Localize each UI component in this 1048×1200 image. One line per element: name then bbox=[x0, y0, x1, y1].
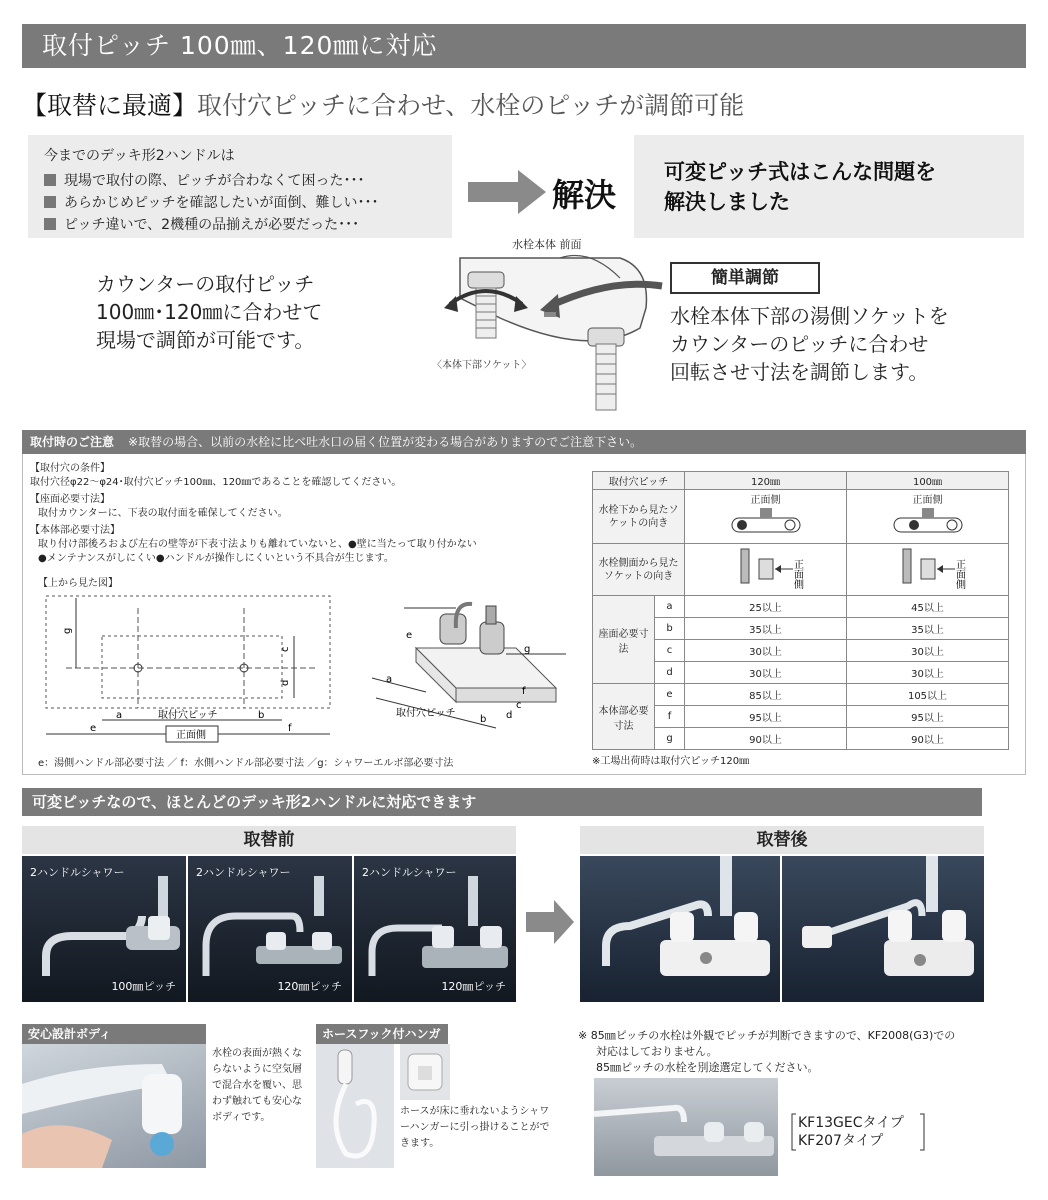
dim-b-label: b bbox=[258, 710, 265, 721]
value-120: 25以上 bbox=[685, 596, 847, 618]
socket-side-100 bbox=[847, 544, 1009, 596]
dim-g-label: g bbox=[62, 627, 73, 634]
photo-pitch: 120㎜ピッチ bbox=[441, 980, 506, 993]
kf-faucet-photo bbox=[594, 1078, 778, 1176]
socket-side-120-icon bbox=[711, 545, 821, 591]
problem-item bbox=[44, 191, 436, 213]
note85-line: 85㎜ピッチの水栓を別途選定してください。 bbox=[596, 1061, 819, 1074]
row-key: a bbox=[655, 596, 685, 618]
problem-box bbox=[28, 135, 452, 238]
photo-label: 2ハンドルシャワー bbox=[362, 866, 457, 879]
top-banner bbox=[22, 24, 1026, 68]
photo-pitch: 100㎜ピッチ bbox=[111, 980, 176, 993]
shower-hose-photo bbox=[316, 1044, 394, 1168]
iso-a-label: a bbox=[386, 674, 393, 685]
value-120: 90以上 bbox=[685, 728, 847, 750]
right-arrow-icon bbox=[468, 170, 546, 214]
seat-group-label: 座面必要寸法 bbox=[593, 596, 655, 684]
hanger-header: ホースフック付ハンガ bbox=[316, 1024, 448, 1044]
headline-highlight: 【取替に最適】 bbox=[22, 91, 198, 120]
kaiketsu-label: 解決 bbox=[552, 176, 617, 214]
headline bbox=[22, 86, 744, 122]
easy-adjust-text bbox=[670, 302, 949, 386]
safe-body-header: 安心設計ボディ bbox=[22, 1024, 206, 1044]
notes-header bbox=[22, 430, 1026, 454]
body-head: 【本体部必要寸法】 bbox=[30, 525, 120, 536]
before-photo-1 bbox=[22, 856, 186, 1002]
pitch-label: 取付穴ピッチ bbox=[158, 710, 218, 721]
row-key: d bbox=[655, 662, 685, 684]
easy-line: カウンターのピッチに合わせ bbox=[670, 332, 929, 356]
counter-line: 100㎜･120㎜に合わせて bbox=[96, 300, 323, 324]
front-vertical-text: 正面側 bbox=[953, 559, 964, 589]
square-bullet-icon bbox=[44, 218, 56, 230]
faucet-photo-2 bbox=[196, 876, 346, 986]
row-key: c bbox=[655, 640, 685, 662]
hook-icon bbox=[400, 1044, 450, 1100]
value-100: 30以上 bbox=[847, 640, 1009, 662]
top-view-label: 【上から見た図】 bbox=[38, 578, 118, 589]
square-bullet-icon bbox=[44, 174, 56, 186]
row-key: b bbox=[655, 618, 685, 640]
hanger-text: ホースが床に垂れないようシャワーハンガーに引っ掛けることができます。 bbox=[400, 1106, 550, 1149]
faucet-after-2 bbox=[788, 856, 978, 996]
value-120: 30以上 bbox=[685, 640, 847, 662]
safe-body-photo bbox=[22, 1044, 206, 1168]
front-label: 水栓本体 前面 bbox=[512, 238, 582, 251]
solution-box bbox=[634, 135, 1024, 238]
square-bullet-icon bbox=[44, 196, 56, 208]
type-line: KF13GECタイプ bbox=[798, 1115, 904, 1131]
iso-f-label: f bbox=[522, 686, 526, 697]
counter-line: カウンターの取付ピッチ bbox=[96, 272, 315, 296]
iso-pitch-label: 取付穴ピッチ bbox=[396, 708, 456, 719]
body-text: ●メンテナンスがしにくい●ハンドルが操作しにくいという不具合が生じます。 bbox=[38, 553, 394, 564]
socket-side-120 bbox=[685, 544, 847, 596]
hanger-photo-2 bbox=[400, 1044, 450, 1100]
dim-e-label: e bbox=[90, 723, 97, 734]
bracket-frame bbox=[790, 1112, 926, 1152]
row-key: f bbox=[655, 706, 685, 728]
iso-c-label: c bbox=[516, 700, 522, 711]
front-side-text: 正面側 bbox=[750, 494, 781, 506]
problem-item-text: ピッチ違いで、2機種の品揃えが必要だった･･･ bbox=[64, 217, 360, 233]
problem-item bbox=[44, 169, 436, 191]
problem-item bbox=[44, 213, 436, 235]
row-label-side: 水栓側面から見たソケットの向き bbox=[593, 544, 685, 596]
faucet-photo-1 bbox=[32, 876, 182, 986]
photo-label: 2ハンドルシャワー bbox=[196, 866, 291, 879]
factory-note: ※工場出荷時は取付穴ピッチ120㎜ bbox=[592, 756, 750, 767]
iso-g-label: g bbox=[524, 644, 531, 655]
photo-pitch: 120㎜ピッチ bbox=[277, 980, 342, 993]
before-header: 取替前 bbox=[22, 826, 516, 854]
faucet-photo-3 bbox=[362, 876, 512, 986]
value-100: 30以上 bbox=[847, 662, 1009, 684]
hand-on-faucet-photo bbox=[22, 1044, 206, 1168]
safe-body-text: 水栓の表面が熱くならないように空気層で混合水を覆い、思わず触れても安心なボディです。 bbox=[212, 1048, 302, 1123]
after-photo-1 bbox=[580, 856, 780, 1002]
front-side-label: 正面側 bbox=[176, 730, 206, 741]
notes-body bbox=[30, 462, 570, 566]
after-photo-2 bbox=[782, 856, 984, 1002]
dim-c-label: c bbox=[280, 646, 291, 652]
socket-below-100-icon bbox=[888, 506, 968, 540]
hanger-photo-1 bbox=[316, 1044, 394, 1168]
seat-text: 取付カウンターに、下表の取付面を確保してください。 bbox=[38, 508, 288, 519]
after-header: 取替後 bbox=[580, 826, 984, 854]
table-header-100: 100㎜ bbox=[847, 472, 1009, 490]
legend-note: e：湯側ハンドル部必要寸法 ／ f：水側ハンドル部必要寸法 ／g：シャワーエルボ部必要寸法 bbox=[38, 758, 454, 769]
type-box bbox=[790, 1112, 912, 1152]
note-85 bbox=[578, 1028, 1018, 1076]
cond-head: 【取付穴の条件】 bbox=[30, 463, 110, 474]
row-key: g bbox=[655, 728, 685, 750]
note85-line: ※ 85㎜ピッチの水栓は外観でピッチが判断できますので、KF2008(G3)での bbox=[578, 1029, 956, 1042]
value-100: 105以上 bbox=[847, 684, 1009, 706]
easy-line: 水栓本体下部の湯側ソケットを bbox=[670, 304, 949, 328]
type-line: KF207タイプ bbox=[798, 1133, 884, 1149]
iso-e-label: e bbox=[406, 630, 413, 641]
spec-table bbox=[592, 471, 1009, 750]
notes-title: 取付時のご注意 bbox=[30, 435, 115, 449]
right-arrow-icon bbox=[526, 900, 574, 944]
front-vertical-text: 正面側 bbox=[791, 559, 802, 589]
dim-d-label: d bbox=[280, 679, 291, 686]
value-100: 35以上 bbox=[847, 618, 1009, 640]
note85-line: 対応はしておりません。 bbox=[596, 1045, 718, 1058]
before-photo-3 bbox=[354, 856, 516, 1002]
body-group-label: 本体部必要寸法 bbox=[593, 684, 655, 750]
faucet-after-1 bbox=[590, 856, 776, 996]
counter-text bbox=[96, 270, 322, 354]
dim-a-label: a bbox=[116, 710, 123, 721]
banner-title: 取付ピッチ 100㎜、120㎜に対応 bbox=[42, 31, 438, 60]
socket-side-100-icon bbox=[873, 545, 983, 591]
socket-below-120 bbox=[685, 490, 847, 544]
problem-item-text: 現場で取付の際、ピッチが合わなくて困った･･･ bbox=[64, 173, 365, 189]
body-text: 取り付け部後ろおよび左右の壁等が下表寸法よりも離れていないと、●壁に当たって取り付かない bbox=[38, 539, 477, 550]
iso-faucet-diagram bbox=[356, 598, 576, 746]
value-120: 35以上 bbox=[685, 618, 847, 640]
variable-pitch-header: 可変ピッチなので、ほとんどのデッキ形2ハンドルに対応できます bbox=[22, 788, 982, 816]
problem-item-text: あらかじめピッチを確認したいが面倒、難しい･･･ bbox=[64, 195, 379, 211]
solution-line: 解決しました bbox=[664, 190, 790, 214]
value-120: 85以上 bbox=[685, 684, 847, 706]
value-120: 95以上 bbox=[685, 706, 847, 728]
problem-intro: 今までのデッキ形2ハンドルは bbox=[44, 148, 235, 164]
counter-line: 現場で調節が可能です。 bbox=[96, 328, 315, 352]
cond-text: 取付穴径φ22～φ24･取付穴ピッチ100㎜、120㎜であることを確認してください。 bbox=[30, 477, 402, 488]
easy-adjust-badge: 簡単調節 bbox=[670, 262, 820, 294]
top-view-diagram bbox=[36, 588, 336, 748]
dim-f-label: f bbox=[288, 723, 292, 734]
easy-line: 回転させ寸法を調節します。 bbox=[670, 360, 929, 384]
iso-d-label: d bbox=[506, 710, 513, 721]
socket-below-120-icon bbox=[726, 506, 806, 540]
table-header-pitch: 取付穴ピッチ bbox=[593, 472, 685, 490]
value-100: 45以上 bbox=[847, 596, 1009, 618]
kf-photo bbox=[594, 1078, 778, 1176]
value-100: 95以上 bbox=[847, 706, 1009, 728]
value-100: 90以上 bbox=[847, 728, 1009, 750]
seat-head: 【座面必要寸法】 bbox=[30, 494, 110, 505]
socket-label: 〈本体下部ソケット〉 bbox=[432, 360, 532, 371]
socket-below-100 bbox=[847, 490, 1009, 544]
front-side-text: 正面側 bbox=[912, 494, 943, 506]
row-label-below: 水栓下から見たソケットの向き bbox=[593, 490, 685, 544]
photo-label: 2ハンドルシャワー bbox=[30, 866, 125, 879]
faucet-underside-diagram bbox=[440, 248, 666, 418]
value-120: 30以上 bbox=[685, 662, 847, 684]
table-header-120: 120㎜ bbox=[685, 472, 847, 490]
solution-line: 可変ピッチ式はこんな問題を bbox=[664, 160, 937, 184]
headline-rest: 取付穴ピッチに合わせ、水栓のピッチが調節可能 bbox=[197, 91, 745, 120]
before-photo-2 bbox=[188, 856, 352, 1002]
iso-b-label: b bbox=[480, 714, 487, 725]
row-key: e bbox=[655, 684, 685, 706]
notes-caution: ※取替の場合、以前の水栓に比べ吐水口の届く位置が変わる場合がありますのでご注意下さい。 bbox=[128, 435, 643, 449]
